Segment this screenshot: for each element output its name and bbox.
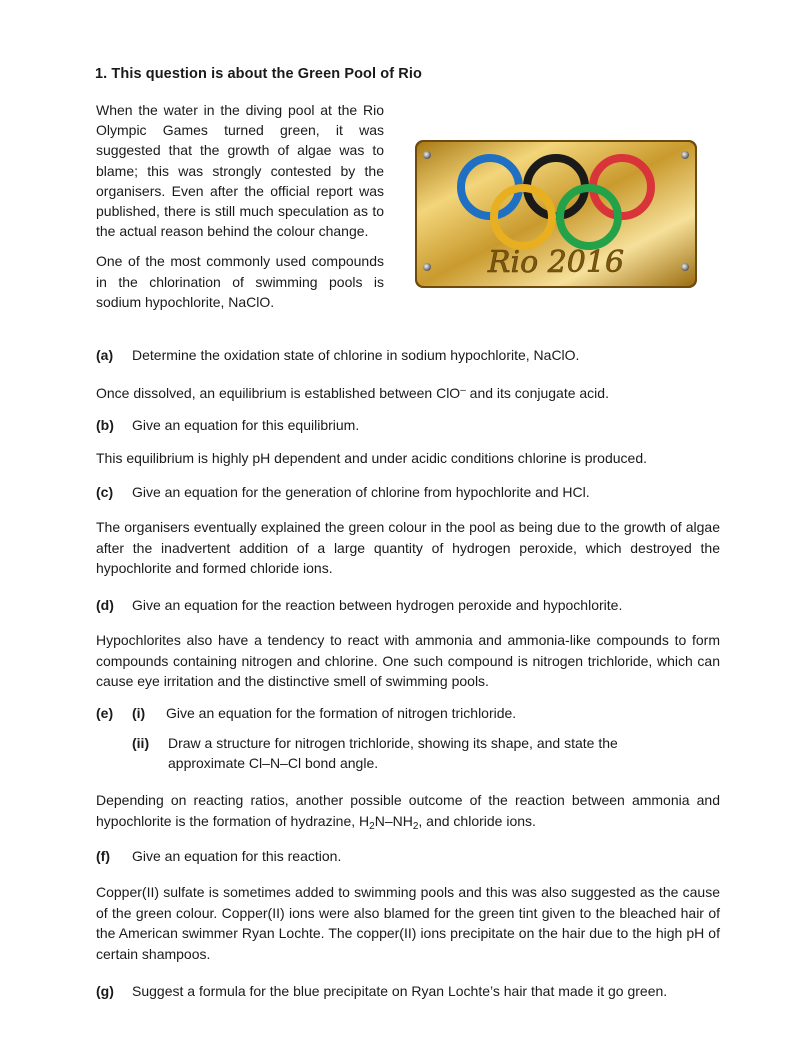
superscript-charge: – (460, 385, 466, 396)
para-text: Once dissolved, an equilibrium is established between ClO (96, 385, 461, 401)
subscript: 2 (412, 820, 419, 832)
question-g (96, 981, 667, 1001)
question-e-i (96, 703, 516, 723)
question-e-ii (132, 733, 688, 773)
question-sublabel: (i) (132, 705, 146, 721)
question-a (96, 345, 579, 365)
para-text: N–NH (374, 812, 413, 829)
intro-text (96, 100, 384, 322)
question-label: (c) (96, 484, 114, 500)
question-f (96, 846, 341, 866)
question-text: Suggest a formula for the blue precipitate on Ryan Lochte’s hair that made it go green. (132, 983, 668, 999)
screw-icon (681, 151, 689, 159)
screw-icon (423, 151, 431, 159)
question-sublabel: (ii) (132, 735, 150, 751)
question-title: 1. This question is about the Green Pool of Rio (95, 66, 422, 82)
screw-icon (423, 263, 431, 271)
paragraph-hydrazine (96, 790, 720, 837)
subscript: 2 (369, 820, 375, 832)
rio-2016-olympic-plaque-image (414, 139, 698, 289)
question-label: (e) (96, 705, 114, 721)
question-text: Give an equation for the reaction between hydrogen peroxide and hypochlorite. (132, 597, 623, 613)
question-label: (b) (96, 417, 114, 433)
paragraph-ph: This equilibrium is highly pH dependent and under acidic conditions chlorine is produced. (96, 450, 647, 466)
para-text: , and chloride ions. (418, 812, 536, 829)
question-b (96, 415, 359, 435)
question-d (96, 595, 622, 615)
paragraph-copper: Copper(II) sulfate is sometimes added to swimming pools and this was also suggested as the cause of the green colour. Copper(II) ions were also blamed for the green tint given to the bleached hair of the American swimmer Ryan Lochte. The copper(II) ions precipitate on the hair due to the high pH of certain shampoos. (96, 884, 720, 962)
paragraph-ammonia: Hypochlorites also have a tendency to react with ammonia and ammonia-like compounds to form compounds containing nitrogen and chlorine. One such compound is nitrogen trichloride, which can cause eye irritation and the distinctive smell of swimming pools. (96, 632, 720, 689)
intro-paragraph-1: When the water in the diving pool at the Rio Olympic Games turned green, it was suggested that the growth of algae was to blame; this was strongly contested by the organisers. Even after the official report was published, there is still much speculation as to the actual reason behind the colour change. (96, 102, 384, 240)
question-label: (f) (96, 848, 110, 864)
plaque-caption: Rio 2016 (487, 245, 625, 280)
question-text: Give an equation for this equilibrium. (132, 417, 360, 433)
paragraph-green-colour: The organisers eventually explained the green colour in the pool as being due to the growth of algae after the inadvertent addition of a large quantity of hydrogen peroxide, which destroyed the hypochlorite and formed chloride ions. (96, 519, 720, 576)
question-text: Give an equation for the generation of chlorine from hypochlorite and HCl. (132, 484, 590, 500)
question-text: Determine the oxidation state of chlorine in sodium hypochlorite, NaClO. (132, 347, 580, 363)
para-text: Depending on reacting ratios, another possible outcome of the reaction between ammonia and hypochlorite is the formation of hydrazine, H (96, 792, 720, 829)
question-c (96, 482, 590, 502)
question-text: Give an equation for the formation of nitrogen trichloride. (166, 705, 517, 721)
question-label: (g) (96, 983, 114, 999)
question-text: Draw a structure for nitrogen trichloride, showing its shape, and state the approximate Cl–N–Cl bond angle. (168, 735, 618, 771)
screw-icon (681, 263, 689, 271)
question-text: Give an equation for this reaction. (132, 848, 342, 864)
question-label: (d) (96, 597, 114, 613)
para-text: and its conjugate acid. (465, 385, 609, 401)
intro-paragraph-2: One of the most commonly used compounds in the chlorination of swimming pools is sodium hypochlorite, NaClO. (96, 253, 384, 310)
question-label: (a) (96, 347, 114, 363)
paragraph-equilibrium (96, 381, 720, 404)
